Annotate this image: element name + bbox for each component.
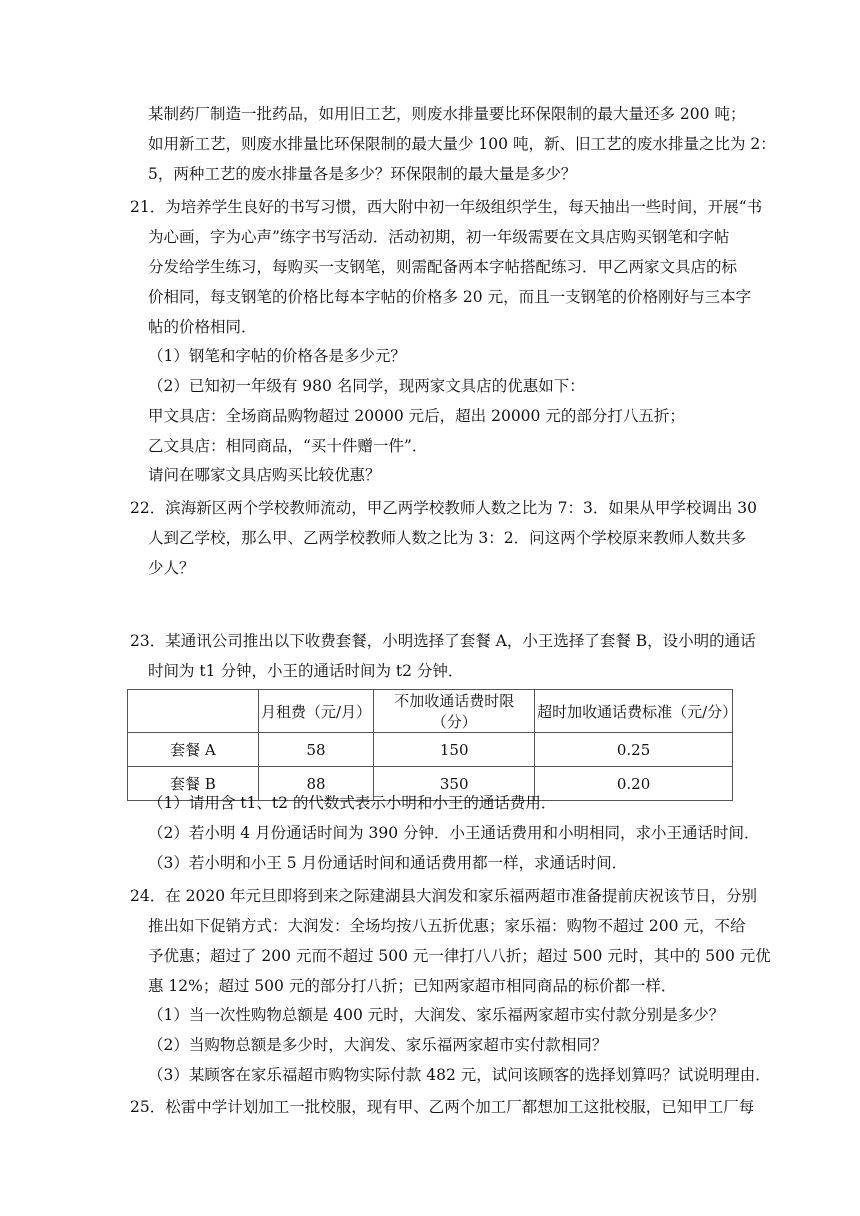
text-line: 为心画，字为心声”练字书写活动．活动初期，初一年级需要在文具店购买钢笔和字帖 xyxy=(148,228,730,246)
question-22: 22．滨海新区两个学校教师流动，甲乙两学校教师人数之比为 7：3．如果从甲学校调出 30 xyxy=(130,499,758,517)
text-line: 甲文具店：全场商品购物超过 20000 元后，超出 20000 元的部分打八五折； xyxy=(148,407,685,425)
table-cell: 350 xyxy=(374,767,535,801)
text-line: 5，两种工艺的废水排量各是多少？环保限制的最大量是多少？ xyxy=(148,165,577,183)
text-line: 某制药厂制造一批药品，如用旧工艺，则废水排量要比环保限制的最大量还多 200 吨； xyxy=(148,105,746,123)
question-24: 24．在 2020 年元旦即将到来之际建湖县大润发和家乐福两超市准备提前庆祝该节日，分别 xyxy=(130,887,758,905)
text-line: 分发给学生练习，每购买一支钢笔，则需配备两本字帖搭配练习．甲乙两家文具店的标 xyxy=(148,258,738,276)
sub-question: （2）若小明 4 月份通话时间为 390 分钟．小王通话费用和小明相同，求小王通话时间． xyxy=(148,824,760,842)
sub-question: （1）钢笔和字帖的价格各是多少元？ xyxy=(148,347,406,365)
text-line: 少人？ xyxy=(148,559,195,577)
sub-question: （2）已知初一年级有 980 名同学，现两家文具店的优惠如下： xyxy=(148,377,585,395)
question-23: 23．某通讯公司推出以下收费套餐，小明选择了套餐 A，小王选择了套餐 B，设小明的通话 xyxy=(130,632,756,650)
table-row xyxy=(128,733,733,767)
text-line: 如用新工艺，则废水排量比环保限制的最大量少 100 吨，新、旧工艺的废水排量之比为 2： xyxy=(148,135,776,153)
text-line: 推出如下促销方式：大润发：全场均按八五折优惠；家乐福：购物不超过 200 元，不给 xyxy=(148,917,746,935)
text-line: 时间为 t1 分钟，小王的通话时间为 t2 分钟． xyxy=(148,662,464,680)
text-line: 价相同，每支钢笔的价格比每本字帖的价格多 20 元，而且一支钢笔的价格刚好与三本字 xyxy=(148,288,752,306)
table-cell: 58 xyxy=(258,733,374,767)
text-line: 帖的价格相同． xyxy=(148,318,257,336)
table-cell: 88 xyxy=(258,767,374,801)
table-header-cell: 月租费（元/月） xyxy=(258,690,374,733)
text-line: 人到乙学校，那么甲、乙两学校教师人数之比为 3：2．问这两个学校原来教师人数共多 xyxy=(148,529,747,547)
table-header-row xyxy=(128,690,733,733)
text-line: 请问在哪家文具店购买比较优惠？ xyxy=(148,466,381,484)
table-cell: 套餐 A xyxy=(128,733,259,767)
sub-question: （3）若小明和小王 5 月份通话时间和通话费用都一样，求通话时间． xyxy=(148,854,628,872)
question-21: 21．为培养学生良好的书写习惯，西大附中初一年级组织学生，每天抽出一些时间，开展“书 xyxy=(130,198,763,216)
table-cell: 0.20 xyxy=(535,767,733,801)
pricing-table xyxy=(127,689,738,801)
text-line: 予优惠；超过了 200 元而不超过 500 元一律打八八折；超过 500 元时，其中的 500 元优 xyxy=(148,947,771,965)
sub-question: （1）当一次性购物总额是 400 元时，大润发、家乐福两家超市实付款分别是多少？ xyxy=(148,1006,725,1024)
table-cell: 套餐 B xyxy=(128,767,259,801)
text-line: 惠 12%；超过 500 元的部分打八折；已知两家超市相同商品的标价都一样． xyxy=(148,977,677,995)
table-header-cell: 不加收通话费时限（分） xyxy=(374,690,535,733)
table-cell: 0.25 xyxy=(535,733,733,767)
sub-question: （2）当购物总额是多少时，大润发、家乐福两家超市实付款相同？ xyxy=(148,1036,608,1054)
question-25: 25．松雷中学计划加工一批校服，现有甲、乙两个加工厂都想加工这批校服，已知甲工厂每 xyxy=(130,1098,755,1116)
text-line: 乙文具店：相同商品，“买十件赠一件”． xyxy=(148,437,428,455)
sub-question: （3）某顾客在家乐福超市购物实际付款 482 元，试问该顾客的选择划算吗？试说明理由． xyxy=(148,1066,771,1084)
table-header-cell: 超时加收通话费标准（元/分） xyxy=(535,690,733,733)
table-header-cell xyxy=(128,690,259,733)
sub-question: （1）请用含 t1、t2 的代数式表示小明和小王的通话费用． xyxy=(148,794,557,812)
table-cell: 150 xyxy=(374,733,535,767)
